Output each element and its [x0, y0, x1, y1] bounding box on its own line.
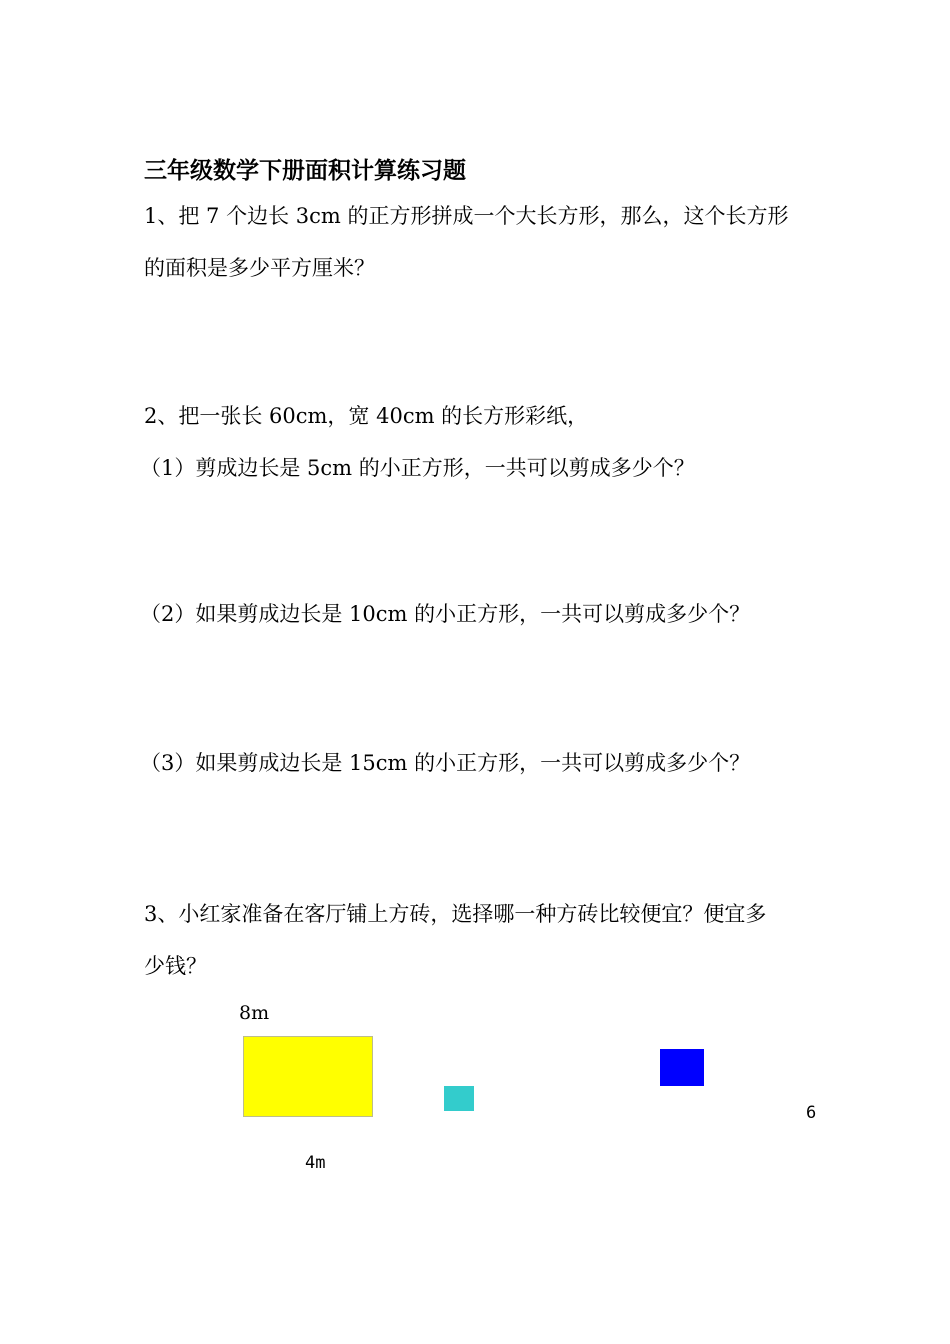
page-title: 三年级数学下册面积计算练习题 — [144, 158, 466, 184]
room-length-label: 4m — [305, 1153, 326, 1173]
room-width-label: 8m — [239, 1002, 270, 1024]
question-2-part-2: （2）如果剪成边长是 10cm 的小正方形，一共可以剪成多少个？ — [140, 602, 751, 626]
question-1-line-1: 1、把 7 个边长 3cm 的正方形拼成一个大长方形，那么，这个长方形 — [144, 204, 789, 228]
question-2-intro: 2、把一张长 60cm，宽 40cm 的长方形彩纸， — [144, 404, 589, 428]
question-1-line-2: 的面积是多少平方厘米？ — [144, 256, 375, 280]
question-3-line-2: 少钱？ — [144, 954, 207, 978]
small-tile-square — [444, 1086, 474, 1111]
question-2-part-1: （1）剪成边长是 5cm 的小正方形，一共可以剪成多少个？ — [140, 456, 695, 480]
large-tile-square — [660, 1049, 704, 1086]
page-number: 6 — [806, 1103, 817, 1123]
question-3-line-1: 3、小红家准备在客厅铺上方砖，选择哪一种方砖比较便宜？便宜多 — [144, 902, 767, 926]
question-2-part-3: （3）如果剪成边长是 15cm 的小正方形，一共可以剪成多少个？ — [140, 751, 751, 775]
living-room-rectangle — [243, 1036, 373, 1117]
